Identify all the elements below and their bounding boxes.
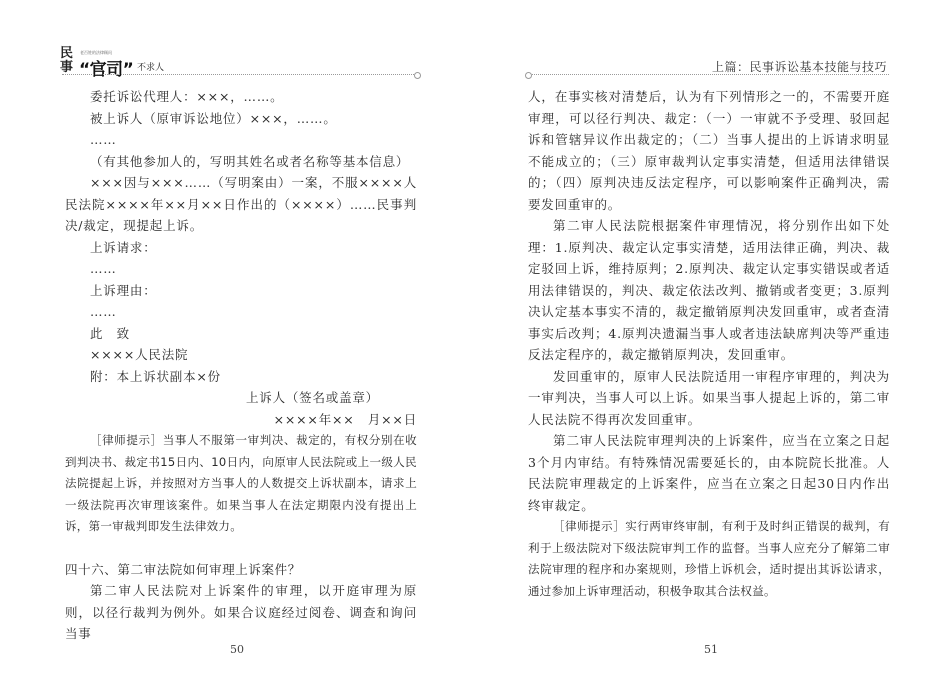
text-paragraph: 第二审人民法院根据案件审理情况，将分别作出如下处理：1.原判决、裁定认定事实清楚，适用法律正确，判决、裁定驳回上诉，维持原判；2.原判决、裁定认定事实错误或者适用法律错误的，判决、裁定依法改判、撤销或者变更；3.原判决认定基本事实不清的，裁定撤销原判决发回重审，或者查清事实后改判；4.原判决遗漏当事人或者违法缺席判决等严重违反法定程序的，裁定撤销原判决，发回重审。 bbox=[528, 218, 890, 362]
text-line: …… bbox=[90, 304, 117, 319]
lawyer-tip: ［律师提示］实行两审终审制，有利于及时纠正错误的裁判，有利于上级法院对下级法院审判工作的监督。当事人应充分了解第二审法院审理的程序和办案规则，珍惜上诉机会，适时提出其诉讼请求，通过参加上诉审理活动，积极争取其合法权益。 bbox=[528, 519, 890, 598]
text-line: …… bbox=[90, 132, 117, 147]
running-head: 上篇：民事诉讼基本技能与技巧 bbox=[711, 60, 887, 74]
logo-buqiuren: 不求人 bbox=[137, 63, 165, 73]
text-line: 被上诉人（原审诉讼地位）×××，……。 bbox=[90, 110, 337, 126]
lawyer-tip: ［律师提示］当事人不服第一审判决、裁定的，有权分别在收到判决书、裁定书15日内、10日内，向原审人民法院或上一级人民法院提起上诉，并按照对方当事人的人数提交上诉状副本，请求上一级法院再次审理该案件。如果当事人在法定期限内没有提出上诉，第一审裁判即发生法律效力。 bbox=[65, 433, 417, 533]
logo-min-shi: 民事 bbox=[60, 46, 74, 75]
text-paragraph: 发回重审的，原审人民法院适用一审程序审理的，判决为一审判决，当事人可以上诉。如果当事人提起上诉的，第二审人民法院不得再次发回重审。 bbox=[528, 368, 890, 427]
text-line: …… bbox=[90, 261, 117, 276]
text-line: 上诉请求： bbox=[90, 239, 157, 255]
text-line: 此 致 bbox=[90, 325, 130, 341]
date-line: ××××年×× 月××日 bbox=[273, 411, 417, 427]
text-line: ××××人民法院 bbox=[90, 347, 189, 362]
text-line: 委托诉讼代理人：×××，……。 bbox=[90, 89, 284, 104]
text-paragraph: 第二审人民法院对上诉案件的审理，以开庭审理为原则，以径行裁判为例外。如果合议庭经过阅卷、调查和询问当事 bbox=[65, 583, 417, 641]
left-page-text bbox=[65, 86, 417, 645]
logo-subtitle: 老百姓的法律顾问 bbox=[80, 50, 112, 55]
section-heading: 四十六、第二审法院如何审理上诉案件？ bbox=[65, 561, 301, 577]
text-paragraph: 第二审人民法院审理判决的上诉案件，应当在立案之日起3个月内审结。有特殊情况需要延长的，由本院院长批准。人民法院审理裁定的上诉案件，应当在立案之日起30日内作出终审裁定。 bbox=[528, 433, 890, 513]
text-paragraph: ×××因与×××……（写明案由）一案，不服××××人民法院××××年××月××日作出的（××××）……民事判决/裁定，现提起上诉。 bbox=[65, 175, 417, 233]
page-number: 51 bbox=[704, 643, 718, 656]
text-line: 上诉理由： bbox=[90, 282, 157, 298]
logo-guansi: “官司” bbox=[79, 60, 134, 80]
right-page-text bbox=[528, 86, 890, 602]
header-rule-left bbox=[62, 74, 418, 75]
signature-line: 上诉人（签名或盖章） bbox=[245, 390, 379, 405]
page-number: 50 bbox=[230, 643, 244, 656]
text-line: 附：本上诉状副本×份 bbox=[90, 368, 221, 384]
right-page bbox=[471, 0, 942, 686]
text-paragraph: 人，在事实核对清楚后，认为有下列情形之一的，不需要开庭审理，可以径行判决、裁定：（一）一审就不予受理、驳回起诉和管辖异议作出裁定的；（二）当事人提出的上诉请求明显不能成立的；（三）原审裁判认定事实清楚，但适用法律错误的；（四）原判决违反法定程序，可以影响案件正确判决，需要发回重审的。 bbox=[528, 89, 890, 212]
text-line: （有其他参加人的，写明其姓名或者名称等基本信息） bbox=[90, 153, 410, 169]
